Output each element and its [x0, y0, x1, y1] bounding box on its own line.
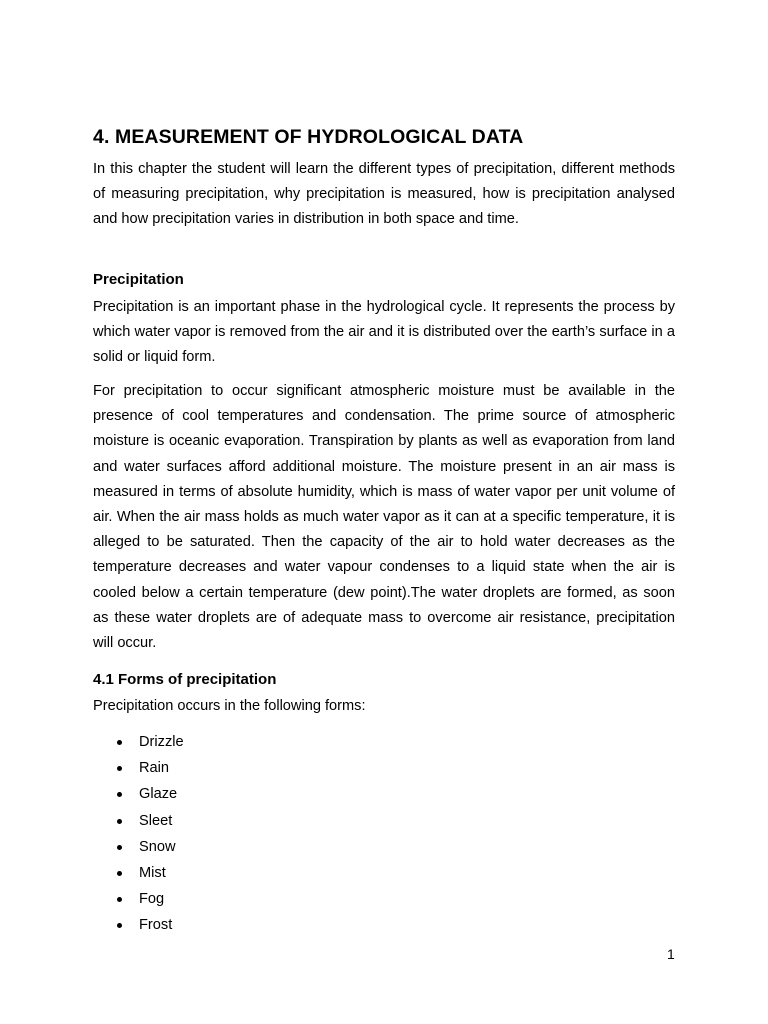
list-item	[93, 886, 184, 912]
list-item	[93, 912, 184, 938]
precipitation-paragraph-2: For precipitation to occur significant atmospheric moisture must be available in the presence of cool temperatures and condensation. The prime source of atmospheric moisture is oceanic evaporation. Transpiration by plants as well as evaporation from land and water surfaces afford additional moisture. The moisture present in an air mass is measured in terms of absolute humidity, which is mass of water vapor per unit volume of air. When the air mass holds as much water vapor as it can at a specific temperature, it is alleged to be saturated. Then the capacity of the air to hold water decreases as the temperature decreases and water vapour condenses to a liquid state when the air is cooled below a certain temperature (dew point).The water droplets are formed, as soon as these water droplets are of adequate mass to overcome air resistance, precipitation will occur.	[93, 383, 675, 652]
list-item-label: Snow	[139, 838, 176, 855]
list-item-label: Sleet	[139, 812, 173, 829]
list-item	[93, 755, 184, 781]
list-item	[93, 808, 184, 834]
list-item	[93, 834, 184, 860]
bullet-icon	[117, 845, 122, 850]
list-item-label: Rain	[139, 760, 170, 777]
bullet-icon	[117, 792, 122, 797]
bullet-icon	[117, 897, 122, 902]
list-item-label: Fog	[139, 891, 165, 908]
intro-paragraph: In this chapter the student will learn the different types of precipitation, different methods of measuring precipitation, why precipitation is measured, how is precipitation analysed and how precipitation varies in distribution in both space and time.	[93, 161, 675, 228]
forms-intro-paragraph: Precipitation occurs in the following forms:	[93, 698, 366, 714]
list-item-label: Drizzle	[139, 734, 184, 750]
list-item-label: Frost	[139, 917, 173, 934]
list-item	[93, 860, 184, 886]
page-number: 1	[667, 946, 675, 962]
bullet-icon	[117, 740, 122, 745]
bullet-icon	[117, 923, 122, 928]
bullet-icon	[117, 871, 122, 876]
bullet-icon	[117, 819, 122, 824]
section-heading-forms: 4.1 Forms of precipitation	[93, 671, 277, 688]
precipitation-paragraph-1: Precipitation is an important phase in the hydrological cycle. It represents the process by which water vapor is removed from the air and it is distributed over the earth’s surface in a solid or liquid form.	[93, 299, 675, 366]
bullet-icon	[117, 766, 122, 771]
forms-list	[93, 729, 184, 939]
list-item-label: Glaze	[139, 786, 178, 803]
section-heading-precipitation: Precipitation	[93, 271, 184, 288]
list-item	[93, 729, 184, 755]
chapter-title: 4. MEASUREMENT OF HYDROLOGICAL DATA	[93, 126, 524, 148]
list-item-label: Mist	[139, 864, 166, 881]
list-item	[93, 781, 184, 807]
